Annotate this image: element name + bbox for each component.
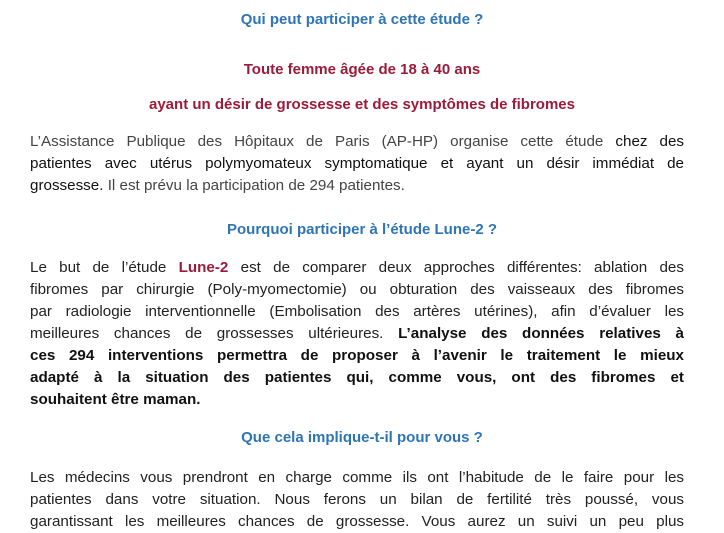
text-better-chances: meilleures chances de grossesses ultérieures. — [30, 325, 384, 342]
paragraph-line: par radiologie interventionnelle (Embolisation des artères utérines), afin d’évaluer les — [30, 303, 684, 320]
paragraph-study-organisation — [30, 131, 684, 197]
heading-who-can-participate: Qui peut participer à cette étude ? — [240, 11, 484, 28]
text-organiser: L’Assistance Publique des Hôpitaux de Paris (AP-HP) organise cette étude — [30, 133, 604, 150]
text-target-patients: chez des — [615, 133, 684, 150]
text-goal-intro: Le but de l’étude — [30, 259, 167, 276]
text-pregnancy: grossesse. — [30, 177, 104, 194]
text-analysis-bold: L’analyse des données relatives à — [398, 325, 684, 342]
paragraph-line: garantissant les meilleures chances de grossesse. Vous aurez un suivi un peu plus — [30, 513, 684, 530]
paragraph-line — [30, 131, 684, 153]
paragraph-line: patientes dans votre situation. Nous ferons un bilan de fertilité très poussé, vous — [30, 491, 684, 508]
paragraph-line — [30, 175, 684, 197]
study-name: Lune-2 — [178, 259, 229, 276]
paragraph-line: adapté à la situation des patientes qui, comme vous, ont des fibromes et — [30, 369, 684, 386]
paragraph-line: Les médecins vous prendront en charge comme ils ont l’habitude de le faire pour les — [30, 469, 684, 486]
heading-eligibility-condition: ayant un désir de grossesse et des symptômes de fibromes — [149, 96, 575, 113]
text-participant-count: Il est prévu la participation de 294 patientes. — [107, 177, 405, 194]
text-goal-compare: est de comparer deux approches différentes: ablation des — [240, 259, 684, 276]
heading-eligibility-age: Toute femme âgée de 18 à 40 ans — [243, 61, 481, 78]
paragraph-line — [30, 257, 684, 279]
paragraph-line — [30, 323, 684, 345]
paragraph-study-goal — [30, 257, 684, 411]
heading-what-it-implies: Que cela implique-t-il pour vous ? — [241, 429, 483, 446]
paragraph-line: fibromes par chirurgie (Poly-myomectomie) ou obturation des vaisseaux des fibromes — [30, 281, 684, 298]
paragraph-line: ces 294 interventions permettra de proposer à l’avenir le traitement le mieux — [30, 347, 684, 364]
heading-why-participate: Pourquoi participer à l’étude Lune-2 ? — [226, 221, 498, 238]
paragraph-line: souhaitent être maman. — [30, 391, 201, 408]
paragraph-implications — [30, 467, 684, 533]
paragraph-line: patientes avec utérus polymyomateux symptomatique et ayant un désir immédiat de — [30, 155, 684, 172]
